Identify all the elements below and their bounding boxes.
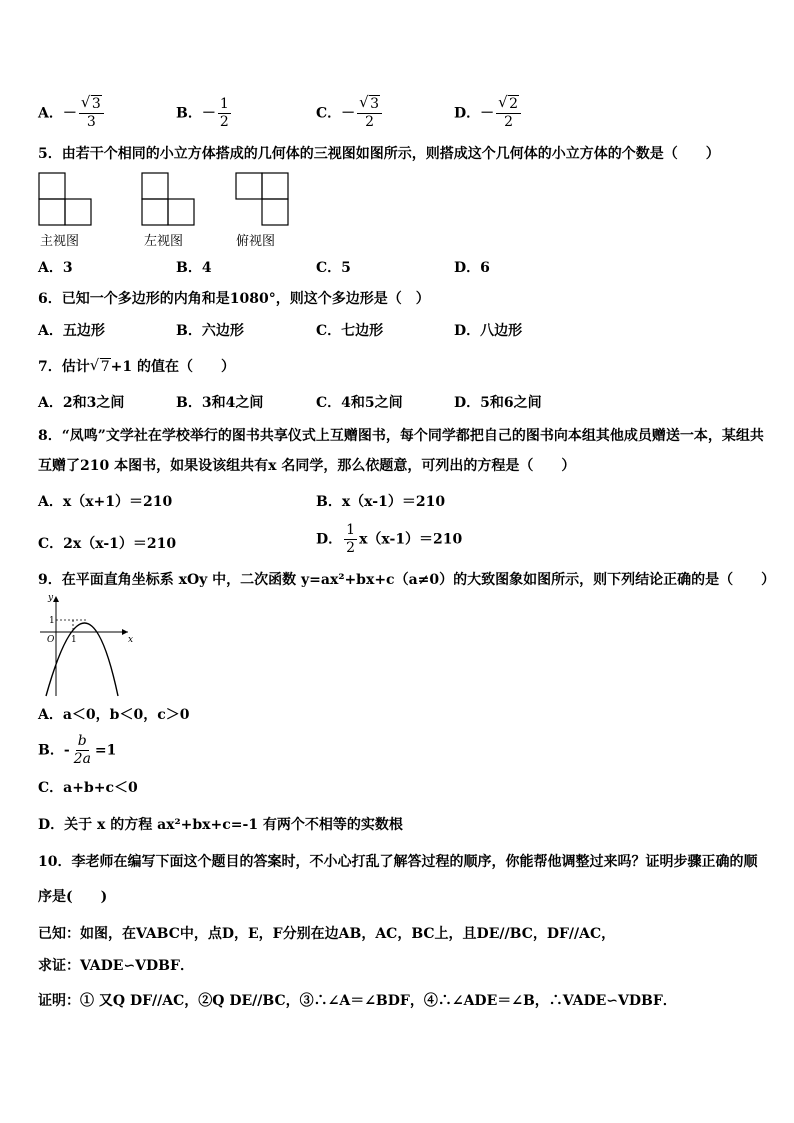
left-view-label: 左视图	[144, 234, 184, 249]
q8-d-denominator: 2	[346, 540, 356, 556]
x-axis-label: x	[128, 635, 134, 645]
q8-option-b: B．x（x-1）＝210	[316, 494, 446, 510]
q8-d-numerator: 1	[346, 522, 356, 538]
q6-option-d: D．八边形	[454, 323, 523, 339]
q7-radicand: 7	[100, 359, 110, 375]
q4-option-d: D．－ √ $\frac{2}{2}$	[454, 96, 523, 131]
y-axis-arrow	[53, 596, 59, 602]
q6-stem: 6．已知一个多边形的内角和是1080°，则这个多边形是（ ）	[38, 291, 430, 307]
q8-option-c: C．2x（x-1）＝210	[38, 536, 177, 552]
y-tick-one-label: 1	[49, 616, 55, 626]
left-view-bottom-left-square	[142, 199, 168, 225]
y-axis-label: y	[48, 593, 54, 603]
q8-stem-line2: 互赠了210 本图书，如果设该组共有x 名同学，那么依题意，可列出的方程是（ ）	[38, 458, 576, 474]
q6-option-a: A．五边形	[38, 323, 105, 339]
front-view-top-square	[39, 173, 65, 199]
top-view-label: 俯视图	[236, 234, 276, 249]
q4-option-a: A．－ √ $\frac{3}{3}$	[38, 96, 106, 131]
front-view-bottom-left-square	[39, 199, 65, 225]
q5-option-b: B．4	[176, 260, 212, 276]
top-view-top-left-square	[236, 173, 262, 199]
q5-option-a: A．3	[38, 260, 73, 276]
q4-d-denominator: 2	[504, 114, 514, 130]
parabola-svg	[38, 592, 138, 698]
q4-b-numerator: 1	[219, 96, 229, 112]
q6-option-c: C．七边形	[316, 323, 384, 339]
q9-b-numerator: b	[77, 733, 87, 749]
q5-stem: 5．由若干个相同的小立方体搭成的几何体的三视图如图所示，则搭成这个几何体的小立方体的个数是（ ）	[38, 146, 720, 162]
q9-b-denominator: 2a	[73, 751, 91, 767]
top-view-bottom-right-square	[262, 199, 288, 225]
q4-d-radicand: 2	[509, 96, 519, 112]
parabola-graph	[38, 592, 138, 698]
q8-option-d: D． $\frac{1}{2}$ x（x-1）＝210	[316, 522, 463, 556]
q7-option-d: D．5和6之间	[454, 395, 542, 411]
q10-stem-line1: 10．李老师在编写下面这个题目的答案时，不小心打乱了解答过程的顺序，你能帮他调整过来吗？证明步骤正确的顺	[38, 854, 758, 870]
q7-option-b: B．3和4之间	[176, 395, 264, 411]
q10-proof: 证明：① 又Q DF//AC，②Q DE//BC，③∴∠A＝∠BDF，④∴∠ADE＝∠B，∴VADE∽VDBF．	[38, 993, 677, 1009]
q6-option-b: B．六边形	[176, 323, 244, 339]
q4-c-denominator: 2	[365, 114, 375, 130]
parabola-curve	[46, 623, 118, 696]
q9-option-c: C．a+b+c＜0	[38, 780, 138, 796]
q10-prove: 求证：VADE∽VDBF．	[38, 958, 194, 974]
left-view-bottom-right-square	[168, 199, 194, 225]
q7-stem: 7．估计√ 7+1 的值在（ ）	[38, 357, 235, 377]
q9-option-a: A．a＜0，b＜0，c＞0	[38, 707, 190, 723]
q9-option-b: B．- $\frac{b}{2a}$ =1	[38, 733, 117, 767]
q5-option-c: C．5	[316, 260, 351, 276]
left-view-top-square	[142, 173, 168, 199]
q7-option-a: A．2和3之间	[38, 395, 125, 411]
q8-stem-line1: 8．“凤鸣”文学社在学校举行的图书共享仪式上互赠图书，每个同学都把自己的图书向本组其他成员赠送一本，某组共	[38, 428, 764, 444]
top-view-top-right-square	[262, 173, 288, 199]
x-tick-one-label: 1	[71, 635, 77, 645]
origin-label: O	[47, 635, 55, 645]
q4-b-denominator: 2	[219, 114, 229, 130]
q4-option-b: B．－ $\frac{1}{2}$	[176, 96, 229, 130]
q10-given: 已知：如图，在VABC中，点D，E，F分别在边AB，AC，BC上，且DE//BC，DF//AC，	[38, 926, 616, 942]
q4-option-c: C．－ √ $\frac{3}{2}$	[316, 96, 384, 131]
q4-a-denominator: 3	[86, 114, 96, 130]
q4-a-radicand: 3	[91, 96, 101, 112]
q10-stem-line2: 序是( )	[38, 889, 108, 905]
q5-option-d: D．6	[454, 260, 490, 276]
q9-stem: 9．在平面直角坐标系 xOy 中，二次函数 y=ax²+bx+c（a≠0）的大致图象如图所示，则下列结论正确的是（ ）	[38, 572, 776, 588]
front-view-label: 主视图	[40, 234, 80, 249]
three-view-drawing	[38, 172, 298, 228]
front-view-bottom-right-square	[65, 199, 91, 225]
q8-option-a: A．x（x+1）＝210	[38, 494, 173, 510]
q7-option-c: C．4和5之间	[316, 395, 403, 411]
q4-c-radicand: 3	[370, 96, 380, 112]
three-view-figure	[38, 172, 298, 248]
q9-option-d: D．关于 x 的方程 ax²+bx+c=-1 有两个不相等的实数根	[38, 817, 403, 833]
